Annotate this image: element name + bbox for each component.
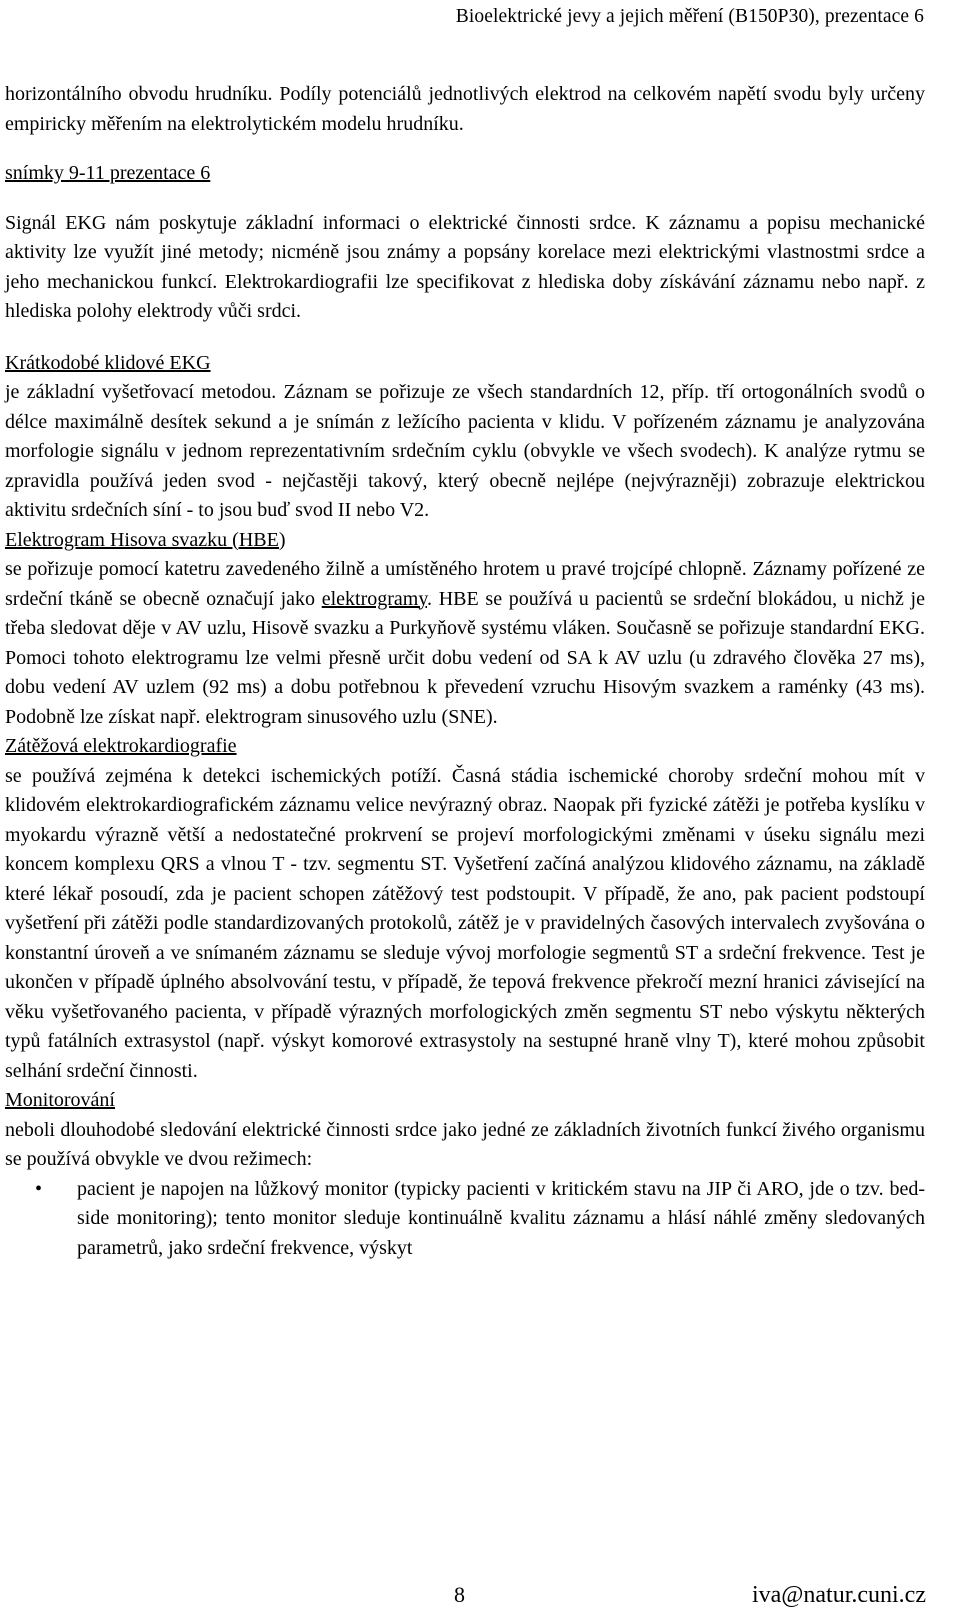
running-header: Bioelektrické jevy a jejich měření (B150P30), prezentace 6 (455, 6, 924, 27)
rest-ekg-paragraph: je základní vyšetřovací metodou. Záznam se pořizuje ze všech standardních 12, příp. tří ortogonálních svodů o délce maximálně desítek sekund a je snímán z ležícího pacienta v klidu. V pořízeném záznamu je analyzována morfologie signálu v jednom reprezentativním srdečním cyklu (obvykle ve všech svodech). K analýze rytmu se zpravidla používá jeden svod - nejčastěji takový, který obecně nejlépe (nejvýrazněji) zobrazuje elektrickou aktivitu srdečních síní - to jsou buď svod II nebo V2. (5, 381, 925, 521)
bullet-icon: • (35, 1177, 43, 1200)
stress-ecg-paragraph: se používá zejména k detekci ischemických potíží. Časná stádia ischemické choroby srdeční mohou mít v klidovém elektrokardiografickém záznamu velice nevýrazný obraz. Naopak při fyzické zátěži je potřeba kyslíku v myokardu výrazně větší a nedostatečné prokrvení se projeví morfologickými změnami v úseku signálu mezi koncem komplexu QRS a vlnou T - tzv. segmentu ST. Vyšetření začíná analýzou klidového záznamu, na základě které lékař posoudí, zda je pacient schopen zátěžový test podstoupit. V případě, že ano, pak pacient podstoupí vyšetření při zátěži podle standardizovaných protokolů, zátěž je v pravidelných časových intervalech zvyšována o konstantní úroveň a ve snímaném záznamu se sleduje vývoj morfologie segmentů ST a srdeční frekvence. Test je ukončen v případě úplného absolvování testu, v případě, že tepová frekvence překročí mezní hranici závisející na věku vyšetřovaného pacienta, v případě výrazných morfologických změn segmentu ST nebo výskytu některých typů fatálních extrasystol (např. výskyt komorové extrasystoly na sestupné hraně vlny T), které mohou způsobit selhání srdeční činnosti. (5, 764, 925, 1082)
heading-hbe: Elektrogram Hisova svazku (HBE) (5, 528, 286, 551)
hbe-text-before: se pořizuje pomocí katetru zavedeného žilně a umístěného hrotem u pravé trojcípé chlopně. Záznamy pořízené ze srdeční tkáně se obecně označují jako (5, 558, 925, 610)
hbe-term-electrograms: elektrogramy (321, 587, 428, 610)
list-item (5, 1175, 925, 1264)
monitoring-paragraph: neboli dlouhodobé sledování elektrické činnosti srdce jako jedné ze základních životních funkcí živého organismu se používá obvykle ve dvou režimech: (5, 1118, 925, 1170)
heading-rest-ekg: Krátkodobé klidové EKG (5, 351, 211, 374)
hbe-text-after: . HBE se používá u pacientů se srdeční blokádou, u nichž je třeba sledovat děje v AV uzlu, Hisově svazku a Purkyňově systému vláken. Současně se pořizuje standardní EKG. Pomoci tohoto elektrogramu lze velmi přesně určit dobu vedení od SA k AV uzlu (u zdravého člověka 27 ms), dobu vedení AV uzlem (92 ms) a dobu potřebnou k převedení vzruchu Hisovým svazkem a raménky (43 ms). Podobně lze získat např. elektrogram sinusového uzlu (SNE). (5, 587, 925, 728)
hbe-paragraph (5, 555, 925, 732)
overview-paragraph: Signál EKG nám poskytuje základní informaci o elektrické činnosti srdce. K záznamu a popisu mechanické aktivity lze využít jiné metody; nicméně jsou známy a popsány korelace mezi elektrickými vlastnostmi srdce a jeho mechanickou funkcí. Elektrokardiografii lze specifikovat z hlediska doby získávání záznamu nebo např. z hlediska polohy elektrody vůči srdci. (5, 211, 925, 322)
monitoring-bullet-list (5, 1175, 925, 1264)
footer-email: iva@natur.cuni.cz (751, 1582, 926, 1608)
slides-reference-link[interactable]: snímky 9-11 prezentace 6 (5, 162, 211, 184)
list-item-text: pacient je napojen na lůžkový monitor (typicky pacienti v kritickém stavu na JIP či ARO, jde o tzv. bed-side monitoring); tento monitor sleduje kontinuálně kvalitu záznamu a hlásí náhlé změny sledovaných parametrů, jako srdeční frekvence, výskyt (77, 1177, 925, 1259)
page-number: 8 (454, 1582, 465, 1607)
heading-monitoring: Monitorování (5, 1089, 115, 1111)
intro-continuation: horizontálního obvodu hrudníku. Podíly potenciálů jednotlivých elektrod na celkovém napětí svodu byly určeny empiricky měřením na elektrolytickém modelu hrudníku. (5, 83, 925, 135)
heading-stress-ecg: Zátěžová elektrokardiografie (5, 735, 237, 757)
page-content (5, 80, 925, 1263)
